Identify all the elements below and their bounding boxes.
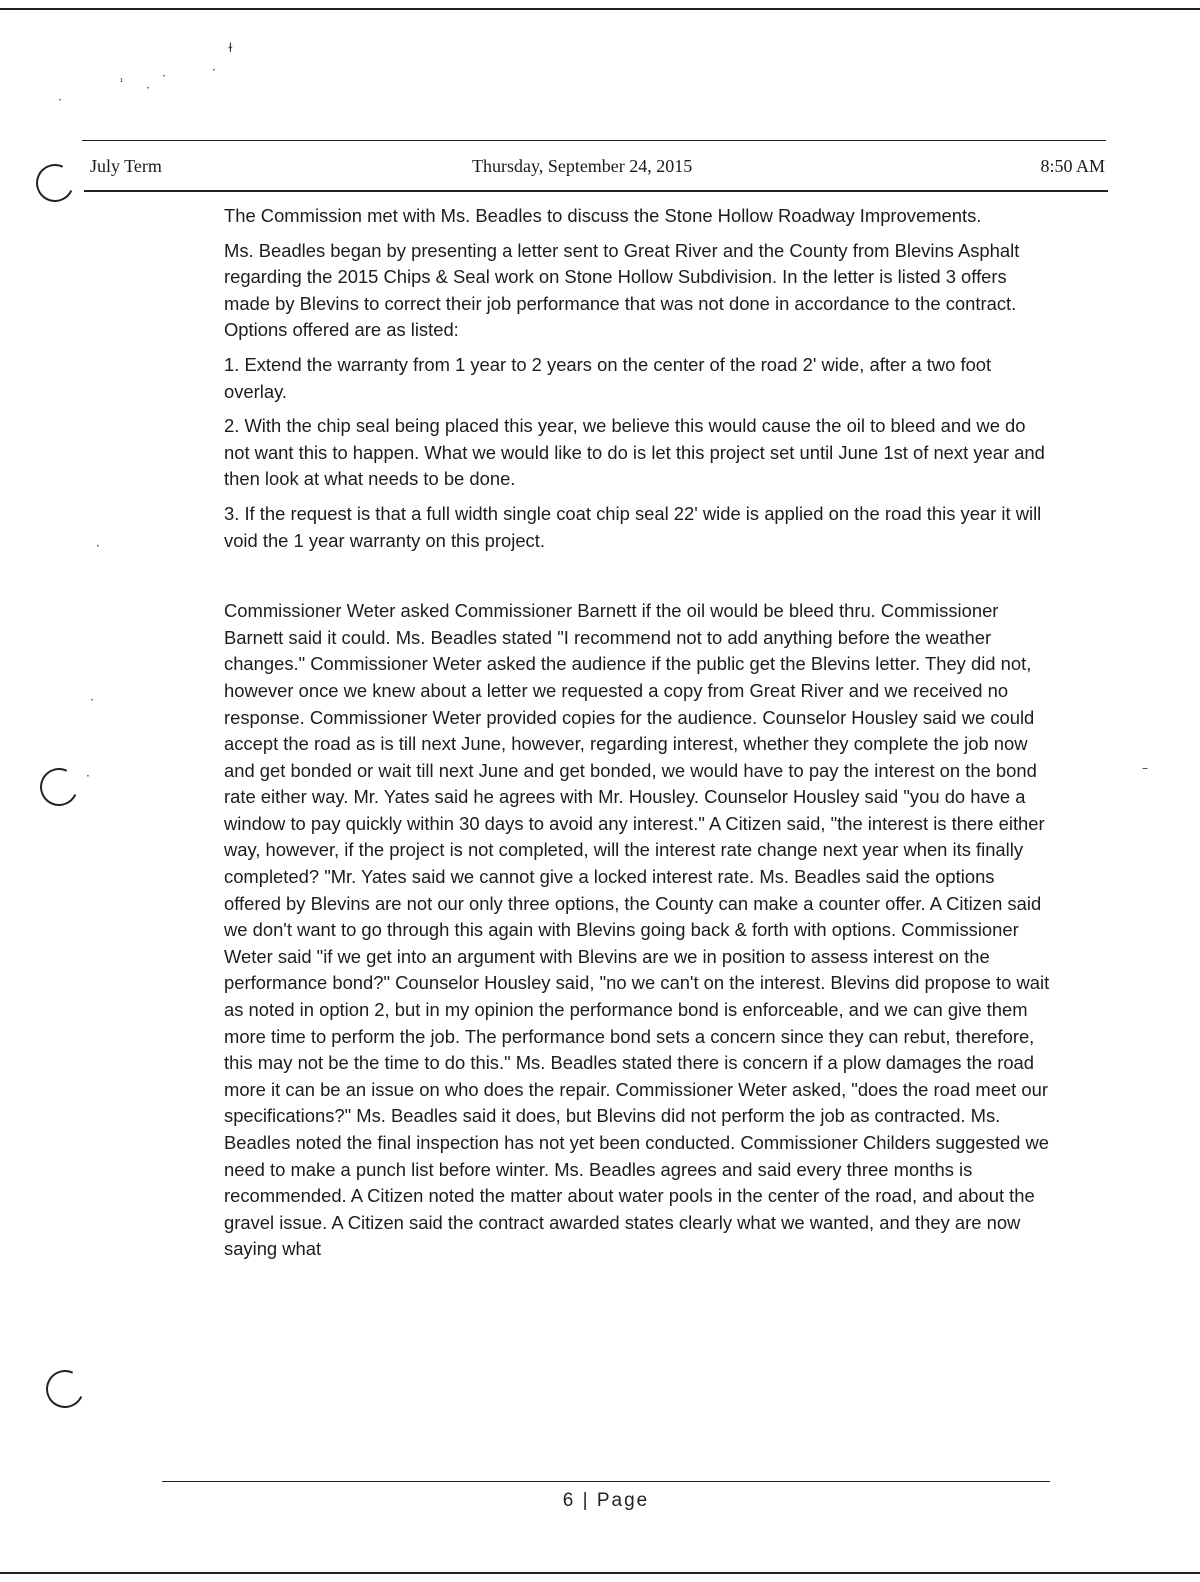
minutes-body bbox=[224, 203, 1054, 1271]
scan-speck: · bbox=[90, 693, 94, 707]
scan-speck: ɫ bbox=[228, 41, 233, 55]
scan-speck: · bbox=[58, 93, 62, 107]
scan-speck: · bbox=[212, 63, 216, 77]
body-paragraph: The Commission met with Ms. Beadles to discuss the Stone Hollow Roadway Improvements. bbox=[224, 205, 982, 226]
scan-speck: · bbox=[146, 81, 150, 95]
punch-hole-icon bbox=[35, 763, 84, 812]
header-date: Thursday, September 24, 2015 bbox=[472, 156, 693, 176]
footer-rule bbox=[162, 1481, 1050, 1482]
page-header bbox=[90, 156, 1105, 186]
header-time: 8:50 AM bbox=[1040, 156, 1105, 176]
option-item: 2. With the chip seal being placed this year, we believe this would cause the oil to bleed and we do not want this to happen. What we would like to do is let this project set until June 1st of next year and then look at what needs to be done. bbox=[224, 415, 1045, 490]
scan-top-edge bbox=[0, 8, 1200, 10]
punch-hole-icon bbox=[41, 1365, 90, 1414]
scan-speck: · bbox=[86, 769, 90, 783]
option-item: 1. Extend the warranty from 1 year to 2 years on the center of the road 2' wide, after a two foot overlay. bbox=[224, 353, 992, 402]
scan-speck: ᶦ bbox=[120, 75, 124, 89]
body-paragraph: Commissioner Weter asked Commissioner Barnett if the oil would be bleed thru. Commissioner Barnett said it could. Ms. Beadles stated "I recommend not to add anything before the weather changes." Commissioner Weter asked the audience if the public get the Blevins letter. They did not, however once we knew about a letter we requested a copy from Great River and we received no response. Commissioner Weter provided copies for the audience. Counselor Housley said we could accept the road as is till next June, however, regarding interest, whether they complete the job now and get bonded or wait till next June and get bonded, we would have to pay the interest on the bond rate either way. Mr. Yates said he agrees with Mr. Housley. Counselor Housley said "you do have a window to pay quickly within 30 days to avoid any interest." A Citizen said, "the interest is there either way, however, if the project is not completed, will the interest rate change next year when its finally completed? "Mr. Yates said we cannot give a locked interest rate. Ms. Beadles said the options offered by Blevins are not our only three options, the County can make a counter offer. A Citizen said we don't want to go through this again with Blevins going back & forth with options. Commissioner Weter said "if we get into an argument with Blevins are we in position to assess interest on the performance bond?" Counselor Housley said, "no we can't on the interest. Blevins did propose to wait as noted in option 2, but in my opinion the performance bond is enforceable, and we can give them more time to perform the job. The performance bond sets a concern since they can rebut, therefore, this may not be the time to do this." Ms. Beadles stated there is concern if a plow damages the road more it can be an issue on who does the repair. Commissioner Weter asked, "does the road meet our specifications?" Ms. Beadles said it does, but Blevins did not perform the job as contracted. Ms. Beadles noted the final inspection has not yet been conducted. Commissioner Childers suggested we need to make a punch list before winter. Ms. Beadles agrees and said every three months is recommended. A Citizen noted the matter about water pools in the center of the road, and about the gravel issue. A Citizen said the contract awarded states clearly what we wanted, and they are now saying what bbox=[224, 600, 1050, 1260]
scan-speck: · bbox=[96, 539, 100, 553]
header-term: July Term bbox=[90, 156, 162, 176]
punch-hole-icon bbox=[31, 159, 80, 208]
page-number: 6 | Page bbox=[562, 1490, 650, 1511]
option-item: 3. If the request is that a full width single coat chip seal 22' wide is applied on the road this year it will void the 1 year warranty on this project. bbox=[224, 502, 1042, 551]
scan-bottom-edge bbox=[0, 1572, 1200, 1574]
header-top-rule bbox=[82, 140, 1106, 141]
body-paragraph: Ms. Beadles began by presenting a letter sent to Great River and the County from Blevins Asphalt regarding the 2015 Chips & Seal work on Stone Hollow Subdivision. In the letter is listed 3 offers made by Blevins to correct their job performance that was not done in accordance to the contract. Options offered are as listed: bbox=[224, 239, 1020, 341]
scan-speck: – bbox=[1142, 761, 1148, 775]
header-bottom-rule bbox=[84, 190, 1108, 192]
scan-speck: · bbox=[162, 69, 166, 83]
